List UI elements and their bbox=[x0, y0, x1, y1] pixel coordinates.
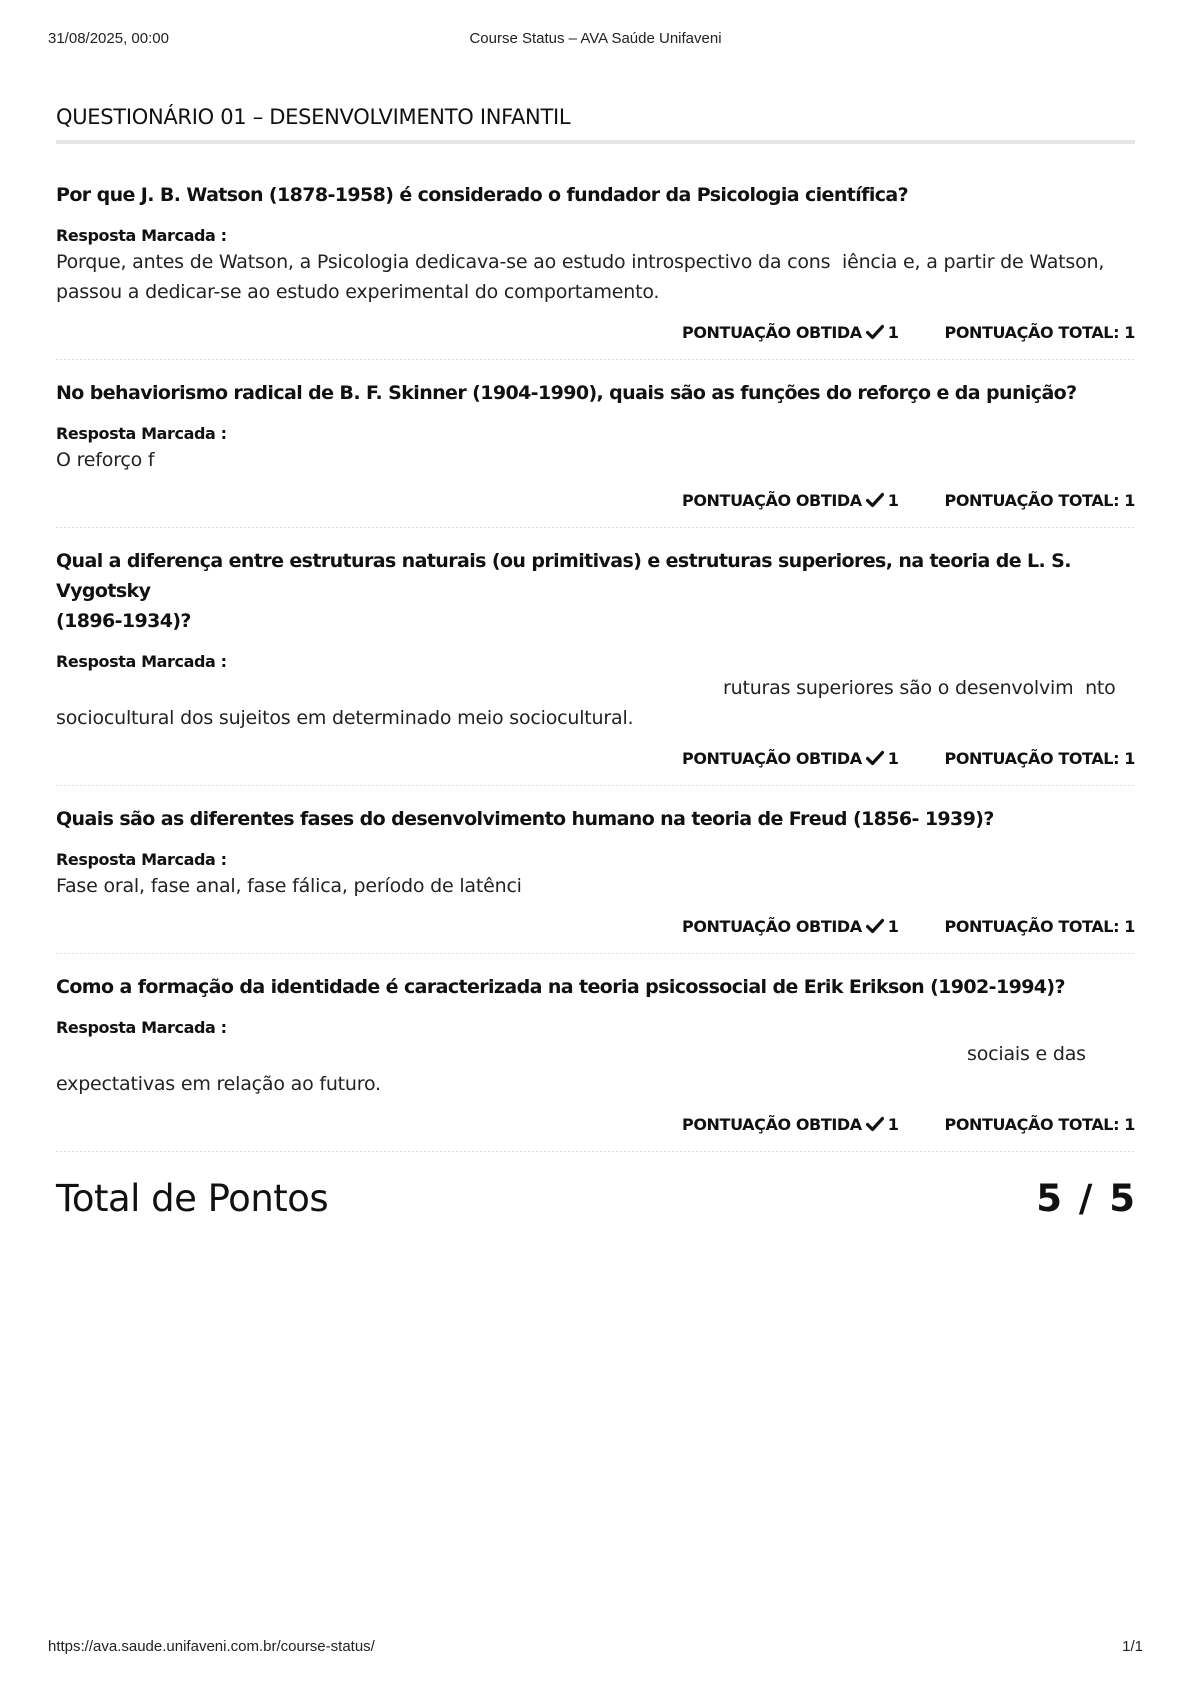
answer-line: ruturas superiores são o desenvolvim nto bbox=[723, 677, 1116, 699]
question-line: Qual a diferença entre estruturas naturais (ou primitivas) e estruturas superiores, na teoria de L. S. Vygotsky bbox=[56, 550, 1071, 602]
answer-line: sociais e das bbox=[967, 1043, 1086, 1065]
score-row bbox=[56, 1113, 1135, 1135]
print-page-number: 1/1 bbox=[1122, 1638, 1143, 1655]
score-obtained bbox=[682, 917, 898, 936]
question-text: No behaviorismo radical de B. F. Skinner (1904-1990), quais são as funções do reforço e da punição? bbox=[56, 382, 1077, 404]
question-block-3 bbox=[56, 546, 1135, 786]
print-datetime: 31/08/2025, 00:00 bbox=[48, 30, 169, 47]
score-row bbox=[56, 915, 1135, 937]
score-obtained-value: 1 bbox=[887, 748, 899, 768]
answer-label: Resposta Marcada : bbox=[56, 1018, 227, 1037]
question-text: Por que J. B. Watson (1878-1958) é considerado o fundador da Psicologia científica? bbox=[56, 184, 909, 206]
score-total: PONTUAÇÃO TOTAL: 1 bbox=[944, 322, 1135, 342]
check-icon bbox=[866, 918, 884, 934]
score-obtained-label: PONTUAÇÃO OBTIDA bbox=[682, 322, 862, 342]
page-title: QUESTIONÁRIO 01 – DESENVOLVIMENTO INFANTIL bbox=[56, 105, 571, 129]
question-text: Quais são as diferentes fases do desenvolvimento humano na teoria de Freud (1856- 1939)? bbox=[56, 808, 994, 830]
answer-text bbox=[56, 445, 1135, 475]
question-block-2 bbox=[56, 378, 1135, 528]
answer-text bbox=[56, 673, 1135, 733]
question-block-5 bbox=[56, 972, 1135, 1152]
answer-text bbox=[56, 871, 1135, 901]
question-text: Como a formação da identidade é caracterizada na teoria psicossocial de Erik Erikson (1902-1994)? bbox=[56, 976, 1065, 998]
total-points-row bbox=[56, 1170, 1135, 1226]
question-block-4 bbox=[56, 804, 1135, 954]
score-total: PONTUAÇÃO TOTAL: 1 bbox=[944, 1114, 1135, 1134]
answer-text bbox=[56, 1039, 1135, 1099]
answer-line: Fase oral, fase anal, fase fálica, período de latênci bbox=[56, 875, 522, 897]
score-total: PONTUAÇÃO TOTAL: 1 bbox=[944, 748, 1135, 768]
answer-line: sociocultural dos sujeitos em determinado meio sociocultural. bbox=[56, 707, 634, 729]
score-total: PONTUAÇÃO TOTAL: 1 bbox=[944, 490, 1135, 510]
answer-label: Resposta Marcada : bbox=[56, 850, 227, 869]
question-block-1 bbox=[56, 180, 1135, 360]
print-page-title: Course Status – AVA Saúde Unifaveni bbox=[469, 30, 722, 47]
answer-label: Resposta Marcada : bbox=[56, 652, 227, 671]
answer-line: expectativas em relação ao futuro. bbox=[56, 1073, 381, 1095]
title-divider bbox=[56, 140, 1135, 144]
total-points-value: 5 / 5 bbox=[1036, 1176, 1135, 1220]
quiz-results bbox=[56, 100, 1135, 1226]
score-obtained-label: PONTUAÇÃO OBTIDA bbox=[682, 490, 862, 510]
question-text bbox=[56, 546, 1135, 636]
question-divider bbox=[56, 953, 1135, 954]
score-total: PONTUAÇÃO TOTAL: 1 bbox=[944, 916, 1135, 936]
question-divider bbox=[56, 359, 1135, 360]
total-points-label: Total de Pontos bbox=[56, 1176, 329, 1220]
check-icon bbox=[866, 750, 884, 766]
question-divider bbox=[56, 785, 1135, 786]
print-url: https://ava.saude.unifaveni.com.br/course-status/ bbox=[48, 1638, 375, 1655]
score-obtained-value: 1 bbox=[887, 916, 899, 936]
question-divider bbox=[56, 527, 1135, 528]
answer-text bbox=[56, 247, 1135, 307]
score-obtained-value: 1 bbox=[887, 490, 899, 510]
print-header bbox=[48, 30, 1143, 50]
score-row bbox=[56, 747, 1135, 769]
answer-line: passou a dedicar-se ao estudo experimental do comportamento. bbox=[56, 281, 660, 303]
question-line: (1896-1934)? bbox=[56, 610, 191, 632]
score-obtained bbox=[682, 749, 898, 768]
question-divider bbox=[56, 1151, 1135, 1152]
score-row bbox=[56, 321, 1135, 343]
score-obtained bbox=[682, 1115, 898, 1134]
score-obtained-value: 1 bbox=[887, 1114, 899, 1134]
score-obtained-value: 1 bbox=[887, 322, 899, 342]
answer-label: Resposta Marcada : bbox=[56, 226, 227, 245]
score-obtained-label: PONTUAÇÃO OBTIDA bbox=[682, 1114, 862, 1134]
check-icon bbox=[866, 1116, 884, 1132]
check-icon bbox=[866, 492, 884, 508]
score-obtained bbox=[682, 323, 898, 342]
answer-line: O reforço f bbox=[56, 449, 155, 471]
check-icon bbox=[866, 324, 884, 340]
answer-label: Resposta Marcada : bbox=[56, 424, 227, 443]
score-obtained-label: PONTUAÇÃO OBTIDA bbox=[682, 748, 862, 768]
answer-line: Porque, antes de Watson, a Psicologia dedicava-se ao estudo introspectivo da cons iência e, a partir de Watson, bbox=[56, 251, 1105, 273]
print-footer bbox=[48, 1638, 1143, 1658]
score-row bbox=[56, 489, 1135, 511]
score-obtained bbox=[682, 491, 898, 510]
score-obtained-label: PONTUAÇÃO OBTIDA bbox=[682, 916, 862, 936]
page-bottom-edge bbox=[0, 1681, 1191, 1685]
